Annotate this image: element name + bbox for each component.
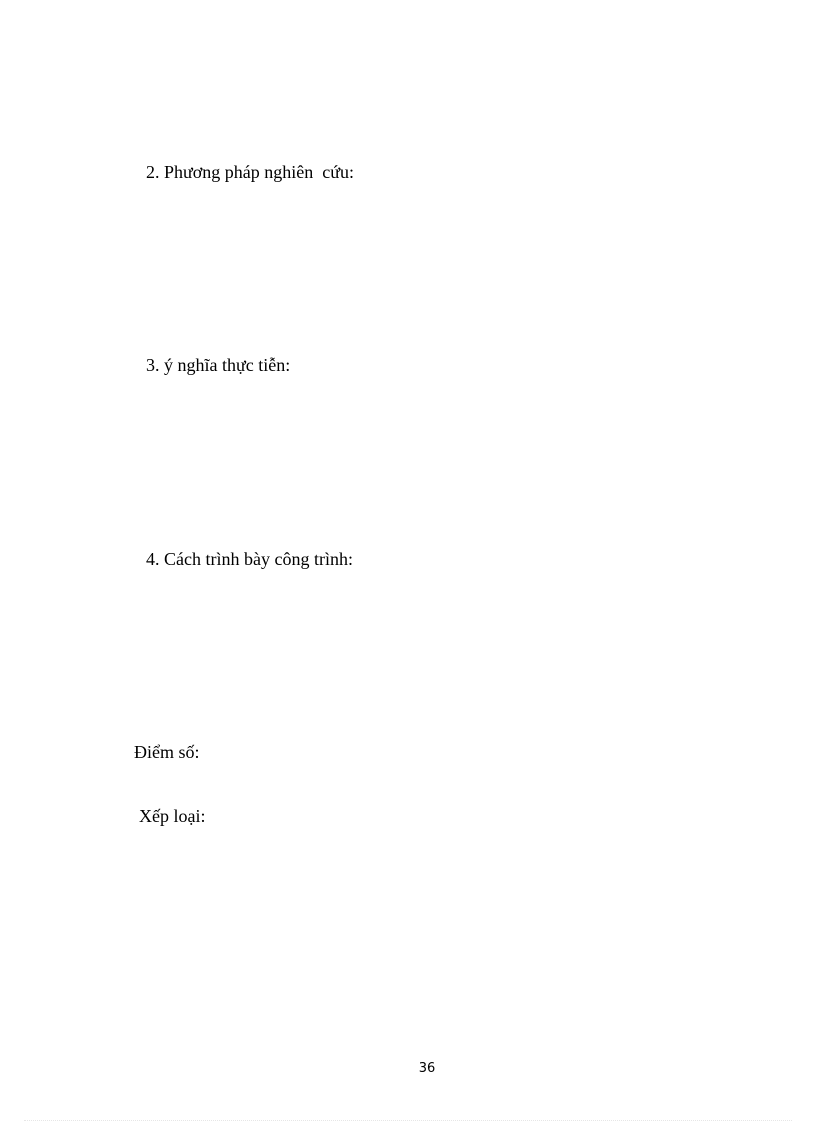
- page-number: 36: [418, 1061, 436, 1076]
- section-heading-practical-significance: 3. ý nghĩa thực tiễn:: [146, 355, 291, 375]
- score-label: Điểm số:: [134, 742, 200, 762]
- rank-label: Xếp loại:: [139, 806, 206, 826]
- section-heading-presentation: 4. Cách trình bày công trình:: [146, 549, 353, 569]
- page-bottom-edge: [24, 1120, 792, 1121]
- section-heading-methods: 2. Phương pháp nghiên cứu:: [146, 162, 355, 182]
